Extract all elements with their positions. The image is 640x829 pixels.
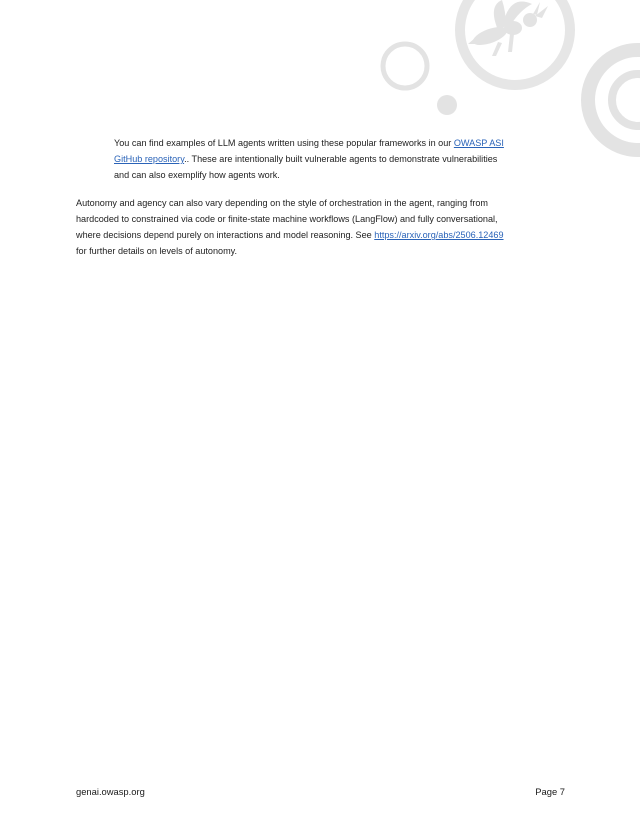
paragraph-line — [114, 151, 564, 167]
owasp-asi-github-link[interactable]: OWASP ASI — [453, 138, 504, 148]
frameworks-paragraph — [114, 135, 564, 183]
owasp-asi-github-link[interactable]: GitHub repository — [114, 154, 185, 164]
arxiv-link[interactable]: https://arxiv.org/abs/2506.12469 — [374, 230, 504, 240]
paragraph-line: for further details on levels of autonomy. — [76, 246, 238, 256]
paragraph-line — [114, 135, 564, 151]
paragraph-text: where decisions depend purely on interactions and model reasoning. See — [76, 230, 375, 240]
footer-site: genai.owasp.org — [76, 786, 145, 797]
footer-page-number: Page 7 — [535, 786, 565, 797]
paragraph-line: hardcoded to constrained via code or finite-state machine workflows (LangFlow) and fully conversational, — [76, 214, 498, 224]
paragraph-text: You can find examples of LLM agents written using these popular frameworks in our — [114, 138, 454, 148]
paragraph-line: and can also exemplify how agents work. — [114, 170, 280, 180]
paragraph-line — [76, 227, 566, 243]
autonomy-paragraph — [76, 195, 566, 259]
paragraph-text: .. These are intentionally built vulnerable agents to demonstrate vulnerabilities — [184, 154, 498, 164]
paragraph-line: Autonomy and agency can also vary depending on the style of orchestration in the agent, ranging from — [76, 198, 489, 208]
